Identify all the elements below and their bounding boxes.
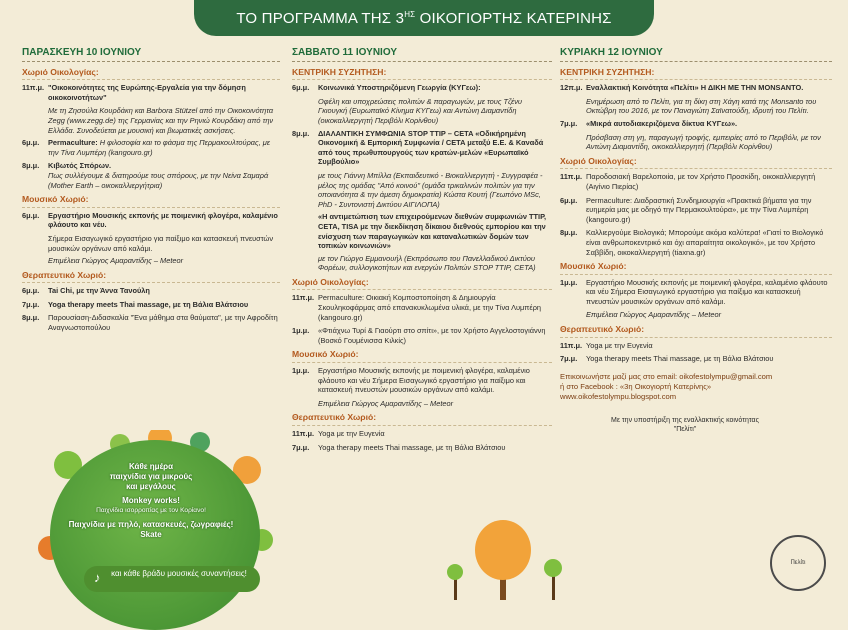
event-desc: με τους Γιάννη Μπίλλα (Εκπαιδευτικό - Βιοκαλλιεργητή - Συγγραφέα - μέλος της ομάδας "Από κοινού" (ομάδα τρικαλινών πολιτών για την οποιανότητα & την άμεση δημοκρατία) Κώστα Κουτή (Γεωπόνο MSc, PhD - Συντονιστή Δικτύου ΑΙΓΙΛΟΠΑ) <box>318 170 543 209</box>
friday-column <box>22 48 280 337</box>
event: 11π.μ. Permaculture: Οικιακή Κομποστοποίηση & Δημιουργία Σκουληκοφάρμας από επανακυκλωμένα υλικά, με την Τίνα Λυμπέρη (kangouro.gr) <box>292 293 542 322</box>
section-music: Μουσικό Χωριό: <box>560 262 832 275</box>
section-central: ΚΕΝΤΡΙΚΗ ΣΥΖΗΤΗΣΗ: <box>292 68 552 81</box>
page-title: ΤΟ ΠΡΟΓΡΑΜΜΑ ΤΗΣ $3^{H\Sigma}$ ΟΙΚΟΓΙΟΡΤΗΣ ΚΑΤΕΡΙΝΗΣ <box>236 9 612 27</box>
event: 6μ.μ. Κοινωνικά Υποστηριζόμενη Γεωργία (ΚΥΓεω): <box>292 83 481 93</box>
section-therapy: Θεραπευτικό Χωριό: <box>22 271 280 284</box>
section-therapy: Θεραπευτικό Χωριό: <box>292 413 552 426</box>
page-title-banner <box>194 0 654 36</box>
music-note-icon: ♪ <box>94 570 101 585</box>
contact-facebook[interactable]: ή στο Facebook : «3η Οικογιορτή Κατερίνης» <box>560 381 712 391</box>
event: 6μ.μ. Tai Chi, με την Άννα Τανούλη <box>22 286 150 296</box>
event-desc: Σήμερα Εισαγωγικό εργαστήριο για παίξιμο και κατασκευή πνευστών μουσικών οργάνων από καλάμι. <box>48 233 274 253</box>
section-eco: Χωριό Οικολογίας: <box>560 157 832 170</box>
event: 11π.μ. Yoga με την Ευγενία <box>560 340 653 350</box>
event-curator: Επιμέλεια Γιώργος Αμαραντίδης – Meteor <box>586 310 722 320</box>
sunday-heading: ΚΥΡΙΑΚΗ 12 ΙΟΥΝΙΟΥ <box>560 48 832 62</box>
event: 12π.μ. Εναλλακτική Κοινότητα «Πελίτι» Η ΔΙΚΗ ΜΕ ΤΗΝ MONSANTO. <box>560 83 804 93</box>
event: 6μ.μ. Permaculture: Διαδραστική Συνδημιουργία «Πρακτικά βήματα για την ευημερία μας με οδηγό την Περμακουλτούρα», με την Τίνα Λυμπέρη (kangouro.gr) <box>560 195 812 224</box>
section-eco: Χωριό Οικολογίας: <box>292 278 552 291</box>
section-music: Μουσικό Χωριό: <box>292 350 552 363</box>
event: 11π.μ. "Οικοκοινότητες της Ευρώπης-Εργαλεία για την δόμηση οικοκοινοτήτων" <box>22 83 246 102</box>
section-music: Μουσικό Χωριό: <box>22 195 280 208</box>
event: 8μ.μ. Κιβωτός Σπόρων. Πως συλλέγουμε & διατηρούμε τους σπόρους, με την Νείνα Σαμαρά (Mother Earth – οικοκαλλιεργήτρια) <box>22 161 269 190</box>
kids-activities: Κάθε ημέρα παιχνίδια για μικρούς και μεγάλους Monkey works! Παιχνίδια ισορροπίας με τον Κορίανο! Παιχνίδια με πηλό, κατασκευές, ζωγραφιές! Skate <box>68 462 234 539</box>
event: 1μ.μ. Εργαστήριο Μουσικής εκπονής με ποιμενική φλογέρα, καλαμένιο φλάουτο και νέυ Σήμερα Εισαγωγικό εργαστήριο για παίξιμο και κατασκευή πνευστών μουσικών οργάνων από καλάμι. <box>292 366 530 395</box>
peliti-logo: Πελίτι <box>770 535 826 591</box>
contact-website[interactable]: www.oikofestolympu.blogspot.com <box>560 391 677 401</box>
event: 7μ.μ. «Μικρά αυτοδιακεριζόμενα δίκτυα ΚΥΓεω». <box>560 118 738 128</box>
event: 1μ.μ. Εργαστήριο Μουσικής εκπονής με ποιμενική φλογέρα, καλαμένιο φλάουτο και νέυ Σήμερα Εισαγωγικό εργαστήριο για παίξιμο και κατασκευή πνευστών μουσικών οργάνων από καλάμι. <box>560 277 828 306</box>
event: 7μ.μ. Yoga therapy meets Thai massage, με τη Βάλια Βλάτσιου <box>560 354 774 364</box>
event: 8μ.μ. ΔΙΑΛΑΝΤΙΚΗ ΣΥΜΦΩΝΙΑ STOP TTIP – CETA «Οδικήρημένη Οικονομική & Εμπορική Συμφωνία / CETA μεταξύ Ε.Ε. & Καναδά από τους πρωθυπουργούς των κρατών-μελών «Ευρωπαϊκό Συμβούλιο» <box>292 128 544 167</box>
event: 1μ.μ. «Φτιάχνω Τυρί & Γιαούρτι στο σπίτι», με τον Χρήστο Αγγελοστογιάννη (Βοσκό Γουμένισσα Κιλκίς) <box>292 326 546 345</box>
event-desc: Οφέλη και υποχρεώσεις πολιτών & παραγωγών, με τους Τζένυ Γκιουγκή (Ευρωπαϊκό Κίνημα ΚΥΓεω) και Αντώνη Διαμαντίδη (οικοκαλλιεργητή Περιβόλι Κορίνθου) <box>318 96 522 125</box>
event-speaker: με τον Γιώργο Εμμανουήλ (Εκπρόσωπο του Πανελλαδικού Δικτύου Φορέων, συλλογικοτήτων και ενεργών Πολιτών STOP TTIP, CETA) <box>318 253 536 273</box>
contact-block <box>560 372 832 402</box>
section-eco: Χωριό Οικολογίας: <box>22 68 280 81</box>
event: 6μ.μ. Permaculture: Η φιλοσοφία και το φάσμα της Περμακουλτούρας, με την Τίνα Λυμπέρη (kangouro.gr) <box>22 138 271 157</box>
saturday-heading: ΣΑΒΒΑΤΟ 11 ΙΟΥΝΙΟΥ <box>292 48 552 62</box>
support-note: Με την υποστήριξη της εναλλακτικής κοινότητας "Πελίτι" <box>611 416 759 434</box>
section-therapy: Θεραπευτικό Χωριό: <box>560 325 832 338</box>
saturday-column <box>292 48 552 456</box>
event-desc: Πρόσβαση στη γη, παραγωγή τροφής, εμπειρίες από το Περιβόλι, με τον Αντώνη Διαμαντίδη, οικοκαλλιεργητή (Περιβόλι Κορίνθου) <box>586 132 821 152</box>
event: 7μ.μ. Yoga therapy meets Thai massage, με τη Βάλια Βλάτσιου <box>292 442 506 452</box>
event: 6μ.μ. Εργαστήριο Μουσικής εκπονής με ποιμενική φλογέρα, καλαμένιο φλάουτο και νέυ. <box>22 210 278 230</box>
friday-heading: ΠΑΡΑΣΚΕΥΗ 10 ΙΟΥΝΙΟΥ <box>22 48 280 62</box>
event: 8μ.μ. Παρουσίαση-Διδασκαλία "Ένα μάθημα στα θαύματα", με την Αφροδίτη Αναγνωστοπούλου <box>22 313 278 333</box>
event-curator: Επιμέλεια Γιώργος Αμαραντίδης – Meteor <box>318 398 454 408</box>
contact-email[interactable]: Επικοινωνήστε μαζί μας στο email: oikofestolympu@gmail.com <box>560 371 773 381</box>
event-desc: Ενημέρωση από το Πελίτι, για τη δίκη στη Χάγη κατά της Monsanto του Οκτώβρη του 2016, με τον Παναγιώτη Σαϊνατούδη, ιδρυτή του Πελίτι. <box>586 96 817 116</box>
bottom-trees <box>440 520 570 600</box>
section-central: ΚΕΝΤΡΙΚΗ ΣΥΖΗΤΗΣΗ: <box>560 68 832 81</box>
event: 11π.μ. Παροδοσιακή Βαρελοποιία, με τον Χρήστο Προσκίδη, οικοκαλλιεργητή (Αιγίνιο Πιερίας) <box>560 172 816 191</box>
event: 7μ.μ. Yoga therapy meets Thai massage, με τη Βάλια Βλάτσιου <box>22 299 249 309</box>
event-desc: Με τη Ζησούλα Κουρδάκη και Barbora Stützel από την Οικοκοινότητα Zegg (www.zegg.de) της Γερμανίας και την Ρηνιώ Κουρδάκη από την Ελλάδα. Συνοδεύεται με μουσική και βιωματικές ασκήσεις. <box>48 106 274 135</box>
event: 8μ.μ. Καλλιεργούμε Βιολογικά; Μπορούμε ακόμα καλύτερα! «Γιατί το Βιολογικό είναι ανθρωποκεντρικό και όχι απαραίτητα οικολογικό», με τον Χρήστο Σαββίδη, οικοκαλλιεργητή (tiaxna.gr) <box>560 228 824 257</box>
event-quote: «Η αντιμετώπιση των επιχειρούμενων διεθνών συμφωνιών TTIP, CETA, TISA με την διεκδίκηση δίκαιου διεθνούς εμπορίου και την ενίσχυση των παραγωγικών και καταναλωτικών δομών των τοπικών κοινωνιών» <box>318 212 547 251</box>
evening-music-banner: και κάθε βράδυ μουσικές συναντήσεις! <box>84 566 260 592</box>
event: 11π.μ. Yoga με την Ευγενία <box>292 429 385 438</box>
event-curator: Επιμέλεια Γιώργος Αμαραντίδης – Meteor <box>48 256 184 266</box>
sunday-column <box>560 48 832 435</box>
